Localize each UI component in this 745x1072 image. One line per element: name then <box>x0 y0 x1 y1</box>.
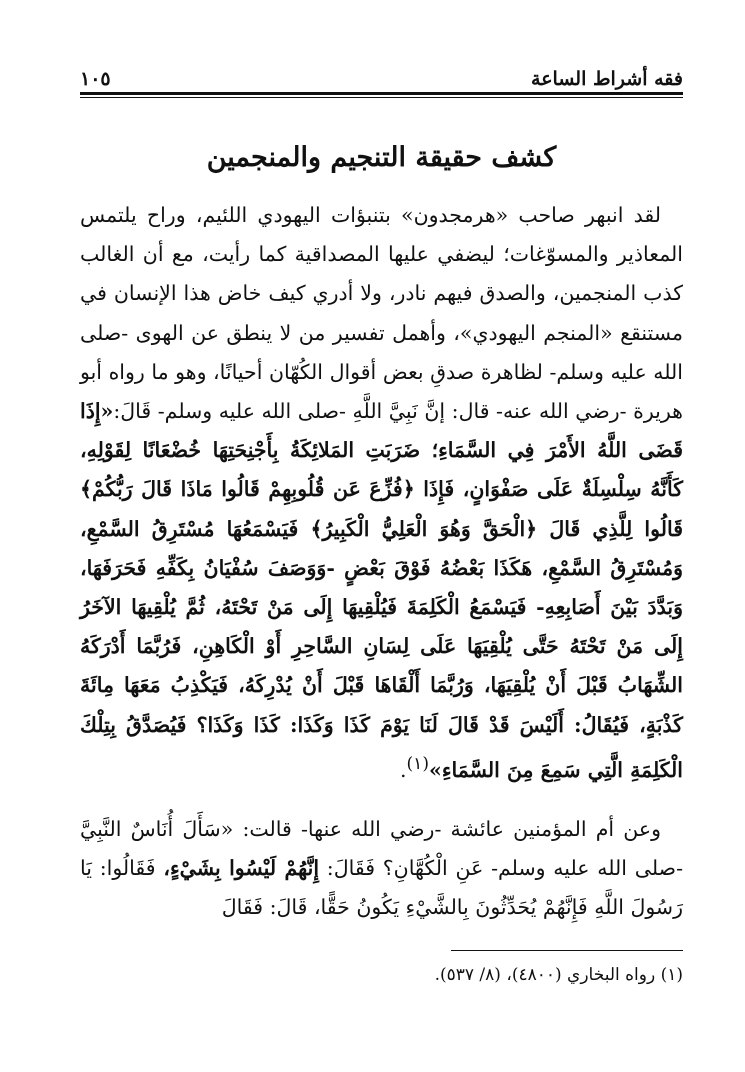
aisha-text: وعن أم المؤمنين عائشة -رضي الله عنها- قالت: «سَأَلَ أُنَاسٌ النَّبِيَّ -صلى الله عليه وسلم- عَنِ الْكُهَّانِ؟ فَقَالَ: <box>80 816 683 881</box>
running-header <box>80 52 683 90</box>
main-text <box>80 196 683 927</box>
aisha-bold-text: إِنَّهُمْ لَيْسُوا بِشَيْءٍ، <box>163 856 320 881</box>
footnote-rule <box>451 950 683 951</box>
aisha-paragraph <box>80 810 683 928</box>
header-rule-thin <box>80 97 683 98</box>
page-number: ١٠٥ <box>80 68 111 90</box>
footnote-marker: (١) <box>406 753 430 774</box>
paragraph-gap <box>80 790 683 810</box>
footnote: (١) رواه البخاري (٤٨٠٠)، (٨/ ٥٣٧). <box>434 965 683 985</box>
aisha-rest-text: فَقَالُوا: يَا رَسُولَ اللَّهِ فَإِنَّهُمْ يُحَدِّثُونَ بِالشَّيْءِ يَكُونُ حَقًّا، قَالَ: فَقَالَ <box>80 856 683 920</box>
hadith-quote: «إِذَا قَضَى اللَّهُ الأَمْرَ فِي السَّمَاءِ؛ ضَرَبَتِ المَلائِكَةُ بِأَجْنِحَتِهَا خُضْعَانًا لِقَوْلِهِ، كَأَنَّهُ سِلْسِلَةٌ عَلَى صَفْوَانٍ، فَإِذَا ﴿فُزِّعَ عَن قُلُوبِهِمْ قَالُوا مَاذَا قَالَ رَبُّكُمْ﴾ قَالُوا لِلَّذِي قَالَ ﴿الْحَقَّ وَهُوَ الْعَلِيُّ الْكَبِيرُ﴾ فَيَسْمَعُهَا مُسْتَرِقُ السَّمْعِ، وَمُسْتَرِقُ السَّمْعِ، هَكَذَا بَعْضُهُ فَوْقَ بَعْضٍ -وَوَصَفَ سُفْيَانُ بِكَفِّهِ فَحَرَفَهَا، وَبَدَّدَ بَيْنَ أَصَابِعِهِ- فَيَسْمَعُ الْكَلِمَةَ فَيُلْقِيهَا إِلَى مَنْ تَحْتَهُ، ثُمَّ يُلْقِيهَا الآخَرُ إِلَى مَنْ تَحْتَهُ حَتَّى يُلْقِيَهَا عَلَى لِسَانِ السَّاحِرِ أَوْ الْكَاهِنِ، فَرُبَّمَا أَدْرَكَهُ الشِّهَابُ قَبْلَ أَنْ يُلْقِيَهَا، وَرُبَّمَا أَلْقَاهَا قَبْلَ أَنْ يُدْرِكَهُ، فَيَكْذِبُ مَعَهَا مِائَةَ كَذْبَةٍ، فَيُقَالُ: أَلَيْسَ قَدْ قَالَ لَنَا يَوْمَ كَذَا وَكَذَا: كَذَا وَكَذَا؟ فَيُصَدَّقُ بِتِلْكَ الْكَلِمَةِ الَّتِي سَمِعَ مِنَ السَّمَاءِ» <box>80 399 683 782</box>
section-title: كشف حقيقة التنجيم والمنجمين <box>206 142 557 173</box>
header-rule-thick <box>80 92 683 95</box>
intro-paragraph: لقد انبهر صاحب «هرمجدون» بتنبؤات اليهودي اللئيم، وراح يلتمس المعاذير والمسوّغات؛ ليضفي عليها المصداقية كما رأيت، مع أن الغالب كذب المنجمين، والصدق فيهم نادر، ولا أدري كيف خاض هذا الإنسان في مستنقع «المنجم اليهودي»، وأهمل تفسير من لا ينطق عن الهوى -صلى الله عليه وسلم- لظاهرة صدقِ بعض أقوال الكُهّان أحيانًا، وهو ما رواه أبو هريرة -رضي الله عنه- قال: إنَّ نَبِيَّ اللَّهِ -صلى الله عليه وسلم- قَالَ:«إِذَا قَضَى اللَّهُ الأَمْرَ فِي السَّمَاءِ؛ ضَرَبَتِ المَلائِكَةُ بِأَجْنِحَتِهَا خُضْعَانًا لِقَوْلِهِ، كَأَنَّهُ سِلْسِلَةٌ عَلَى صَفْوَانٍ، فَإِذَا ﴿فُزِّعَ عَن قُلُوبِهِمْ قَالُوا مَاذَا قَالَ رَبُّكُمْ﴾ قَالُوا لِلَّذِي قَالَ ﴿الْحَقَّ وَهُوَ الْعَلِيُّ الْكَبِيرُ﴾ فَيَسْمَعُهَا مُسْتَرِقُ السَّمْعِ، وَمُسْتَرِقُ السَّمْعِ، هَكَذَا بَعْضُهُ فَوْقَ بَعْضٍ -وَوَصَفَ سُفْيَانُ بِكَفِّهِ فَحَرَفَهَا، وَبَدَّدَ بَيْنَ أَصَابِعِهِ- فَيَسْمَعُ الْكَلِمَةَ فَيُلْقِيهَا إِلَى مَنْ تَحْتَهُ، ثُمَّ يُلْقِيهَا الآخَرُ إِلَى مَنْ تَحْتَهُ حَتَّى يُلْقِيَهَا عَلَى لِسَانِ السَّاحِرِ أَوْ الْكَاهِنِ، فَرُبَّمَا أَدْرَكَهُ الشِّهَابُ قَبْلَ أَنْ يُلْقِيَهَا، وَرُبَّمَا أَلْقَاهَا قَبْلَ أَنْ يُدْرِكَهُ، فَيَكْذِبُ مَعَهَا مِائَةَ كَذْبَةٍ، فَيُقَالُ: أَلَيْسَ قَدْ قَالَ لَنَا يَوْمَ كَذَا وَكَذَا: كَذَا وَكَذَا؟ فَيُصَدَّقُ بِتِلْكَ الْكَلِمَةِ الَّتِي سَمِعَ مِنَ السَّمَاءِ»$^{(١)}$. <box>80 203 683 782</box>
intro-text: لقد انبهر صاحب «هرمجدون» بتنبؤات اليهودي اللئيم، وراح يلتمس المعاذير والمسوّغات؛ ليضفي عليها المصداقية كما رأيت، مع أن الغالب كذب المنجمين، والصدق فيهم نادر، ولا أدري كيف خاض هذا الإنسان في مستنقع «المنجم اليهودي»، وأهمل تفسير من لا ينطق عن الهوى -صلى الله عليه وسلم- لظاهرة صدقِ بعض أقوال الكُهّان أحيانًا، وهو ما رواه أبو هريرة -رضي الله عنه- قال: إنَّ نَبِيَّ اللَّهِ -صلى الله عليه وسلم- قَالَ: <box>80 203 683 424</box>
book-title: فقه أشراط الساعة <box>531 68 683 90</box>
